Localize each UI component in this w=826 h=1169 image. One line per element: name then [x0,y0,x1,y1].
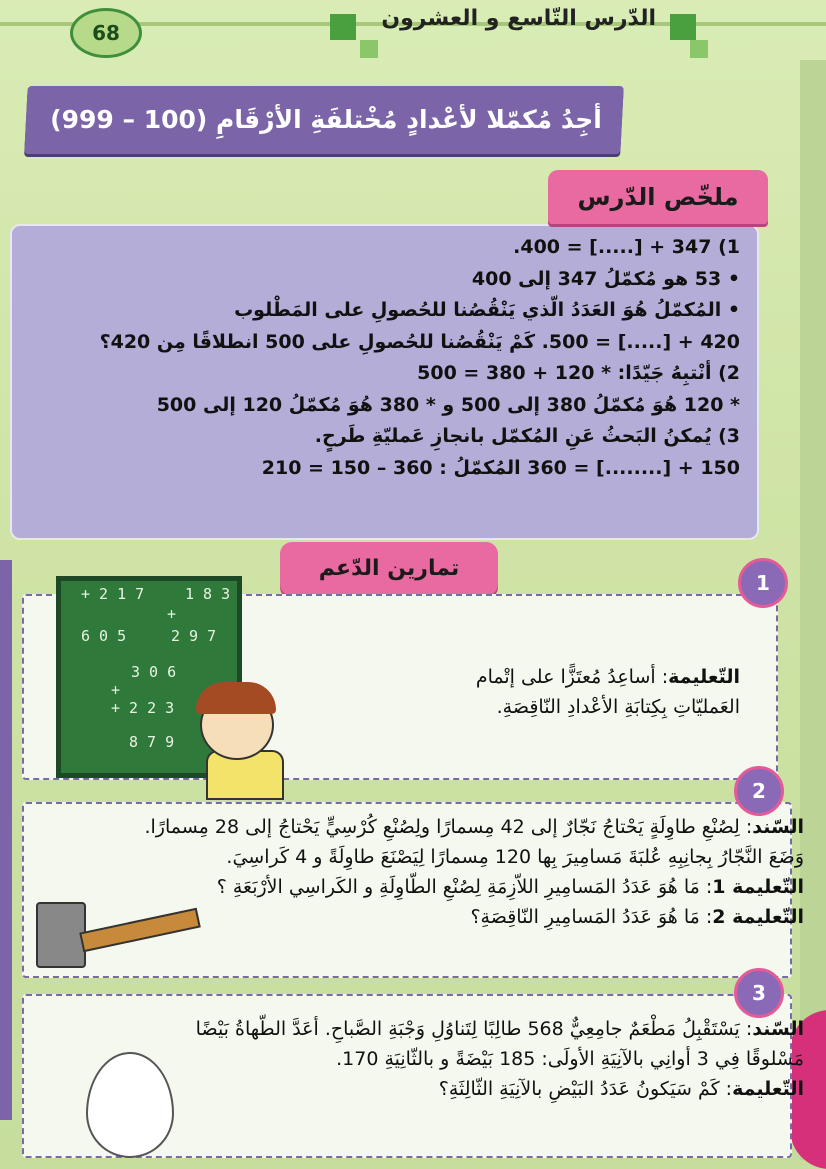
sanad-text: : يَسْتَقْبِلُ مَطْعَمٌ جامِعِيٌّ 568 طالِبًا لِتَناوُلِ وَجْبَةِ الصَّباحِ. أعَدَّ الطّهاةُ بَيْضًا [195,1018,753,1040]
chalkboard-text: + [167,605,177,623]
instruction-label: التّعليمة 2 [712,906,804,928]
summary-line: 420 + [.....] = 500. كَمْ يَنْقُصُنا للحُصولِ على 500 انطلاقًا مِن 420؟ [99,330,740,353]
chalkboard-text: + [111,681,121,699]
lesson-title: الدّرس التّاسع و العشرون [381,6,656,31]
instruction-text: : مَا هُوَ عَدَدُ المَسامِيرِ النّاقِصَةِ؟ [470,906,713,928]
chalkboard-text: + 2 2 3 [111,699,175,717]
header-square [330,14,356,40]
summary-line: 3) يُمكنُ البَحثُ عَنِ المُكمّل بانجازِ عَمليّةِ طَرحٍ. [314,425,740,447]
summary-line: * 120 هُوَ مُكمّلُ 380 إلى 500 و * 380 هُوَ مُكمّلُ 120 إلى 500 [156,393,740,416]
instruction-text: العَمليّاتِ بِكِتابَةِ الأعْدادِ النّاقِصَةِ. [496,696,740,718]
exercise-3-number: 3 [734,968,784,1018]
support-exercises-label: تمارين الدّعم [318,556,460,581]
lesson-summary-label: ملخّص الدّرس [577,183,739,211]
header-square [690,40,708,58]
page-title: أجِدُ مُكمّلا لأعْدادٍ مُخْتلفَةِ الأرْقَامِ (100 – 999) [50,105,602,134]
exercise-1-number: 1 [738,558,788,608]
page-left-edge [0,560,12,1120]
boy-illustration-hair [196,682,276,714]
instruction-text: : كَمْ سَيَكونُ عَدَدُ البَيْضِ بالآنِيَةِ الثّالِثَةِ؟ [438,1078,733,1100]
instruction-label: التّعليمة [668,666,740,688]
header-square [360,40,378,58]
chalkboard-text: 2 9 7 [171,627,217,645]
summary-line: 2) أنْتبِهُ جَيّدًا: * 120 + 380 = 500 [417,362,740,384]
chalkboard-text: 1 8 3 [185,585,231,603]
chalkboard-text: 6 0 5 [81,627,127,645]
header-square [670,14,696,40]
instruction-text: : مَا هُوَ عَدَدُ المَسامِيرِ اللاّزِمَةِ لِصُنْعِ الطّاوِلَةِ و الكَراسِي الأرْبَعَةِ ؟ [216,876,713,898]
summary-line: 1) 347 + [.....] = 400. [513,236,740,258]
summary-line: • 53 هو مُكمّلُ 347 إلى 400 [471,267,740,290]
hammer-icon [36,902,86,968]
page-number: 68 [70,8,142,58]
chalkboard-text: + 2 1 7 [81,585,145,603]
instruction-label: التّعليمة [732,1078,804,1100]
summary-line: • المُكمّلُ هُوَ العَدَدُ الّذي يَنْقُصُنا للحُصولِ على المَطْلوب [234,299,740,321]
lesson-summary-tab [548,170,768,224]
sanad-label: السّند [752,1018,804,1040]
sanad-text: : لِصُنْعِ طاوِلَةٍ يَحْتاجُ نَجّارٌ إلى 42 مِسمارًا ولِصُنْعِ كُرْسِيٍّ يَحْتاجُ إلى 28 مِسمارًا. [144,816,753,838]
chalkboard-text: 3 0 6 [131,663,177,681]
sanad-text: مَسْلوقًا فِي 3 أوانِي بالآنِيَةِ الأولَى: 185 بَيْضَةً و بالثّانِيَةِ 170. [336,1048,804,1070]
sanad-text: وَضَعَ النَّجّارُ بِجانِبِهِ عُلبَةَ مَسامِيرَ بِها 120 مِسمارًا لِيَصْنَعَ طاوِلَةً و 4 كَراسِيَ. [226,846,804,868]
page-right-edge [800,60,826,1160]
lesson-summary-content [30,232,740,484]
instruction-text: : أساعِدُ مُعتَزًّا على إتْمام [475,666,669,688]
exercise-2-number: 2 [734,766,784,816]
exercise-3-content [44,1014,804,1104]
exercise-2-content [44,812,804,932]
instruction-label: التّعليمة 1 [712,876,804,898]
sanad-label: السّند [752,816,804,838]
summary-line: 150 + [........] = 360 المُكمّلُ : 360 – 150 = 210 [261,456,740,479]
chalkboard-text: 8 7 9 [129,733,175,751]
exercise-1-instruction [320,662,740,722]
support-exercises-tab [280,542,498,596]
